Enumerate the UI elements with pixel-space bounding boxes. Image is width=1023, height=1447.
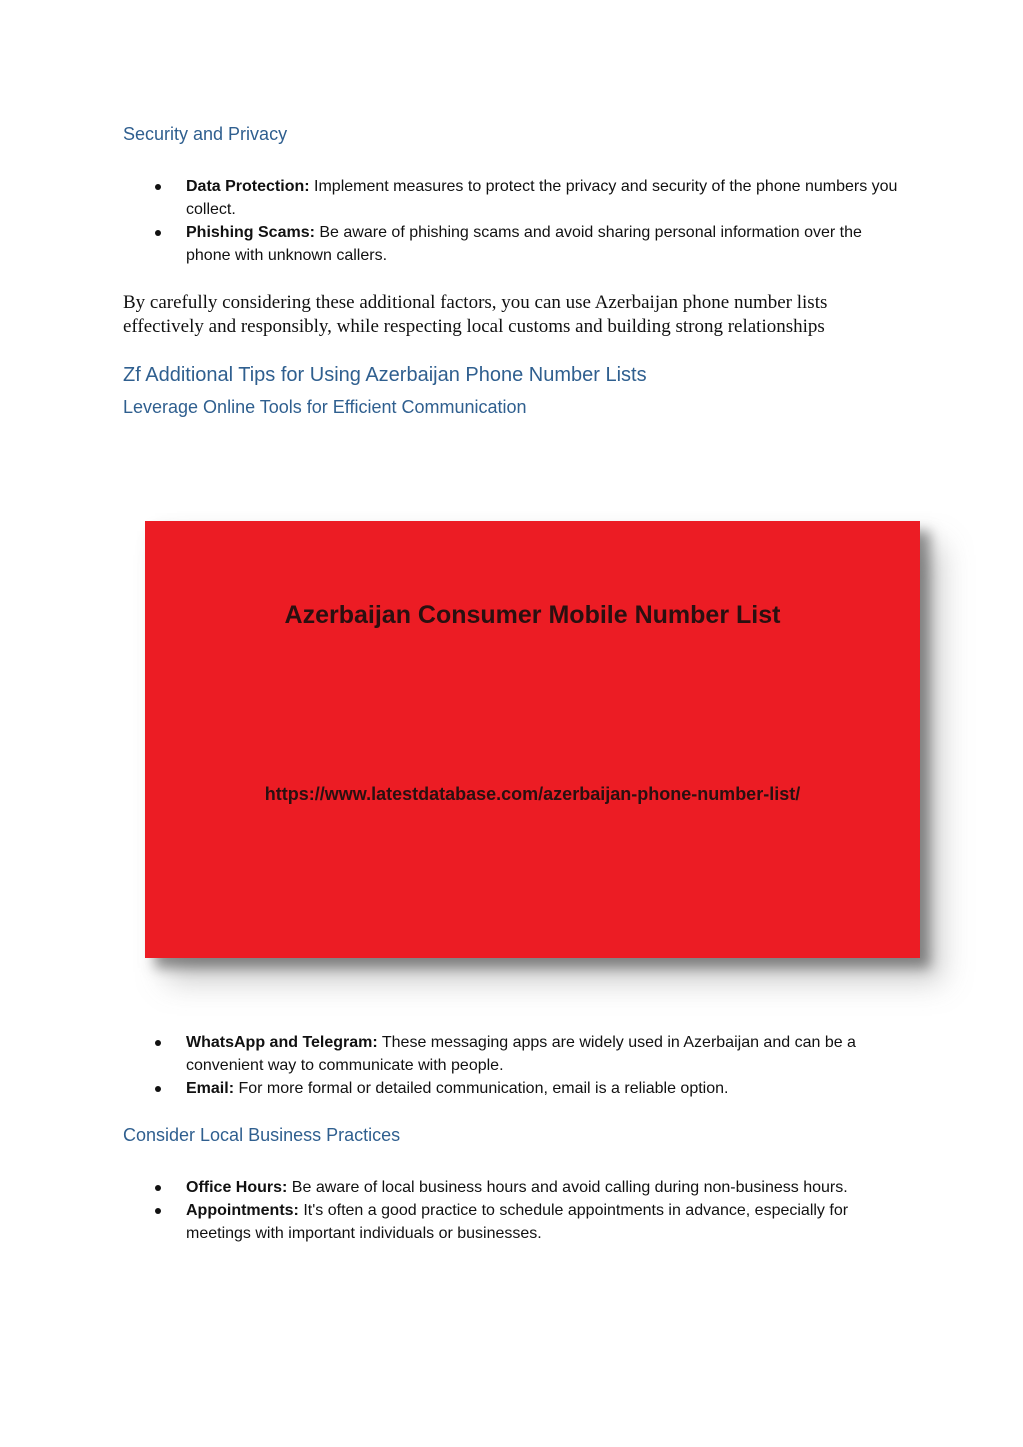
item-label: Phishing Scams: [186, 224, 315, 241]
list-item [155, 221, 900, 267]
online-tools-subheading: Leverage Online Tools for Efficient Communication [123, 397, 527, 417]
item-label: Appointments: [186, 1202, 299, 1219]
item-label: Email: [186, 1080, 235, 1097]
bullet-icon [155, 1040, 161, 1046]
item-text: Be aware of local business hours and avoid calling during non-business hours. [291, 1179, 848, 1196]
list-item [155, 175, 900, 221]
list-item [155, 1031, 900, 1077]
item-text: Be aware of phishing scams and avoid sharing personal information over the phone with unknown callers. [186, 224, 862, 264]
list-item [155, 1199, 900, 1245]
local-practices-list [155, 1176, 900, 1245]
bullet-icon [155, 184, 161, 190]
item-text: Implement measures to protect the privacy and security of the phone numbers you collect. [186, 178, 898, 218]
bullet-icon [155, 1208, 161, 1214]
bullet-icon [155, 1086, 161, 1092]
local-practices-heading: Consider Local Business Practices [123, 1125, 401, 1145]
tools-list [155, 1031, 900, 1100]
banner-title: Azerbaijan Consumer Mobile Number List [284, 601, 781, 629]
bullet-icon [155, 1185, 161, 1191]
item-text: It's often a good practice to schedule appointments in advance, especially for meetings with important individuals or businesses. [186, 1202, 849, 1242]
item-label: Office Hours: [186, 1179, 288, 1196]
banner-url: https://www.latestdatabase.com/azerbaijan-phone-number-list/ [264, 784, 801, 804]
bullet-icon [155, 230, 161, 236]
item-label: WhatsApp and Telegram: [186, 1034, 378, 1051]
promo-banner-image [145, 521, 920, 958]
additional-tips-heading: Zf Additional Tips for Using Azerbaijan Phone Number Lists [123, 364, 647, 386]
item-label: Data Protection: [186, 178, 310, 195]
item-text: These messaging apps are widely used in Azerbaijan and can be a convenient way to communicate with people. [186, 1034, 856, 1074]
conclusion-paragraph: By carefully considering these additional factors, you can use Azerbaijan phone number lists effectively and responsibly, while respecting local customs and building strong relationships [123, 292, 828, 337]
list-item [155, 1176, 900, 1199]
security-privacy-heading: Security and Privacy [123, 124, 288, 144]
security-list [155, 175, 900, 267]
item-text: For more formal or detailed communication, email is a reliable option. [238, 1080, 729, 1097]
list-item [155, 1077, 900, 1100]
